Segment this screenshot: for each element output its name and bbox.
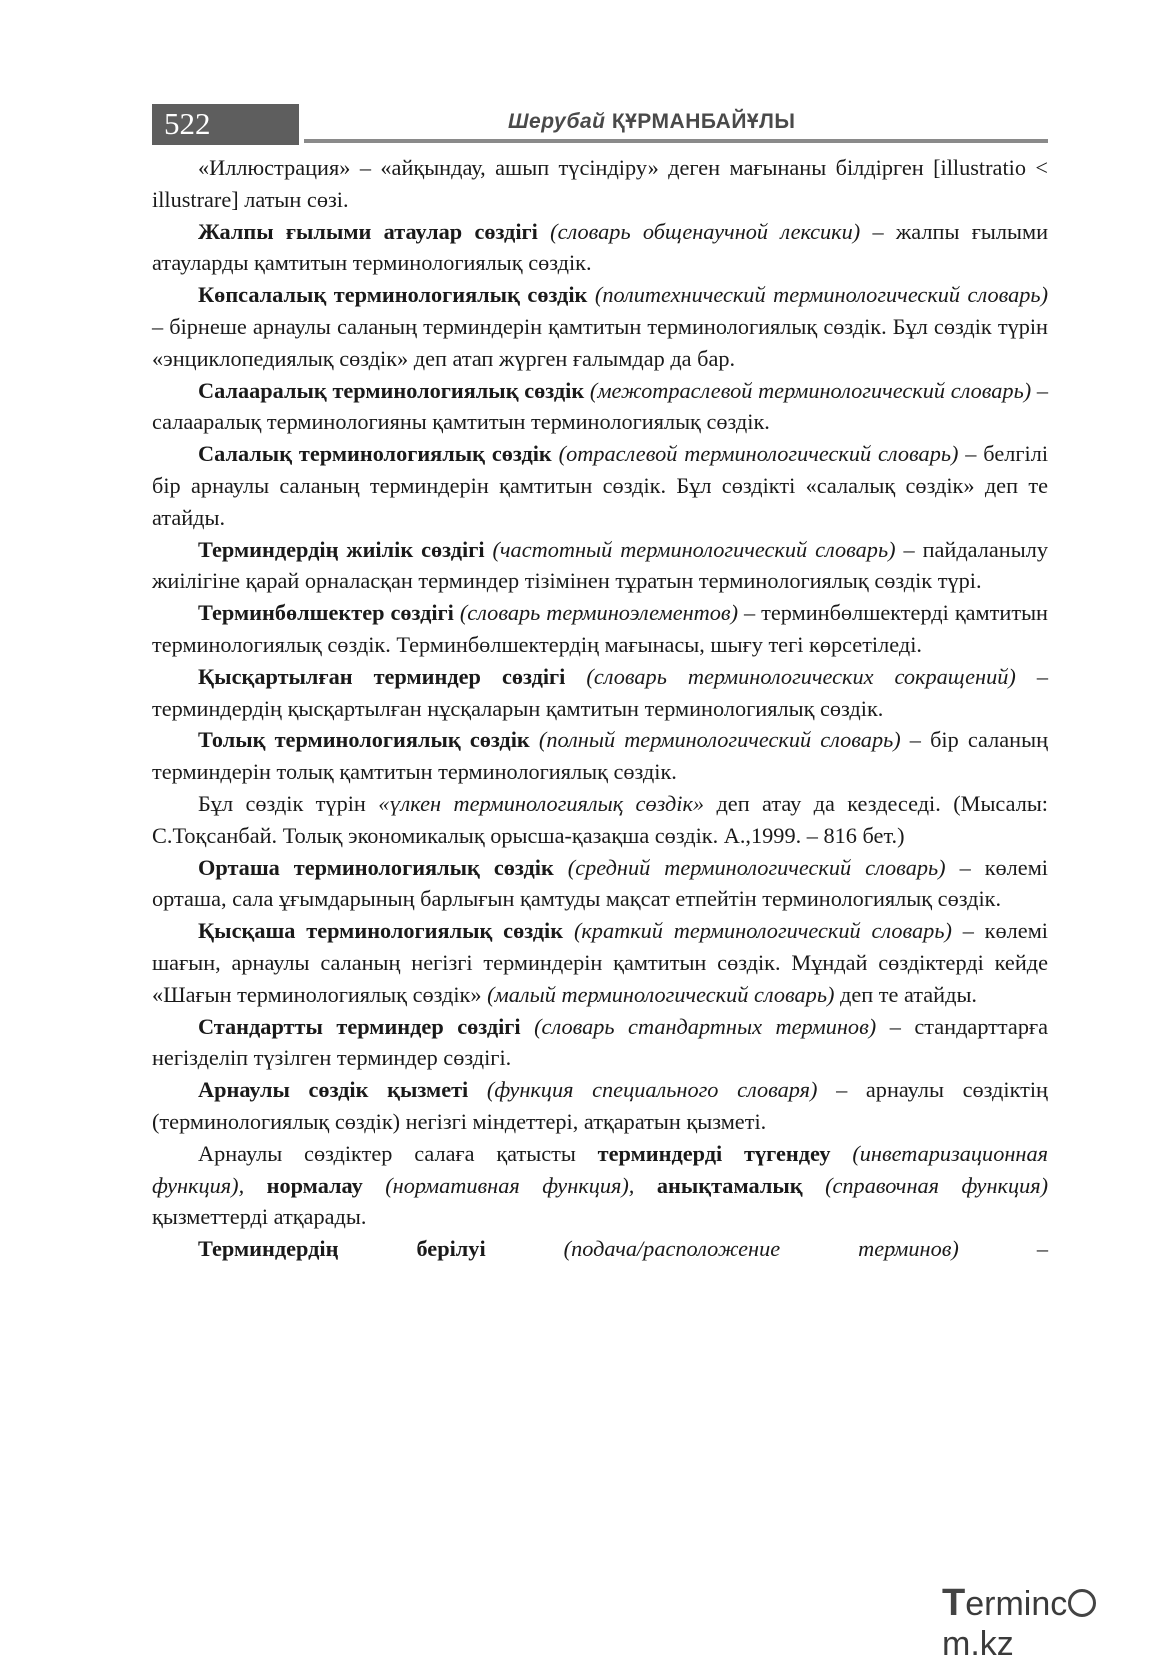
term-bold: анықтамалық [656,1172,803,1198]
body-run: – [958,1236,1048,1262]
body-run: – терминдердің қысқартылған нұсқаларын қамтитын терминологиялық сөздік. [152,663,1048,721]
term-bold: Қысқаша терминологиялық сөздік [198,918,564,944]
term-translation-italic: (частотный терминологический словарь) [492,536,896,562]
body-run: – салааралық терминологияны қамтитын терминологиялық сөздік. [152,377,1048,435]
paragraph [152,1074,1048,1138]
body-run: «Иллюстрация» – «айқындау, ашып түсіндіру» деген мағынаны білдірген [illustratio < illustrare] латын сөзі. [152,155,1048,212]
running-header [152,104,1048,146]
body-run: – стандарттарға негізделіп түзілген терминдер сөздігі. [152,1013,1049,1071]
term-translation-italic: (нормативная функция), [385,1172,635,1198]
body-run [563,918,574,943]
body-run: – терминбөлшектерді қамтитын терминологиялық сөздік. Терминбөлшектердің мағынасы, шығу тегі көрсетіледі. [152,600,1048,657]
body-run: – белгілі бір арнаулы саланың терминдерін қамтитын сөздік. Бұл сөздікті «салалық сөздік» деп те атайды. [152,441,1049,530]
header-rule [304,139,1048,143]
paragraph [152,724,1048,788]
term-translation-italic: (средний терминологический словарь) [567,854,946,880]
body-run: деп те атайды. [834,981,978,1007]
paragraph [152,915,1048,1010]
paragraph [152,597,1048,661]
term-bold: Орташа терминологиялық сөздік [198,854,554,880]
term-translation-italic: (словарь терминологических сокращений) [586,663,1016,689]
watermark-t: T [942,1582,966,1624]
body-run [468,1077,487,1102]
body-run [538,219,550,244]
body-run: Бұл сөздік түрін [198,790,379,816]
term-bold: Салалық терминологиялық сөздік [198,441,552,467]
body-run [530,727,539,752]
term-translation-italic: (полный терминологический словарь) [538,727,901,753]
term-bold: Арнаулы сөздік қызметі [198,1077,469,1103]
term-bold: Қысқартылған терминдер сөздігі [198,663,566,689]
body-run: – бір саланың терминдерін толық қамтитын терминологиялық сөздік. [152,727,1049,785]
body-run [244,1173,266,1198]
watermark-text-1: erminc [965,1585,1068,1623]
term-bold: терминдерді түгендеу [597,1140,831,1166]
term-translation-italic: (справочная функция) [825,1172,1049,1198]
page-number: 522 [164,106,211,141]
body-run [486,1236,564,1261]
paragraph [152,1011,1048,1075]
paragraph [152,152,1048,216]
body-run: – арнаулы сөздіктің (терминологиялық сөздік) негізгі міндеттері, атқаратын қызметі. [152,1077,1048,1134]
body-run: – көлемі орташа, сала ұғымдарының барлығын қамтуды мақсат етпейтін терминологиялық сөздік. [152,854,1049,912]
term-translation-italic: (межотраслевой терминологический словарь) [589,377,1032,403]
body-run: қызметтерді атқарады. [152,1204,367,1230]
term-bold: Көпсалалық терминологиялық сөздік [198,282,588,308]
termincom-watermark [942,1583,1158,1664]
term-translation-italic: (малый терминологический словарь) [487,981,835,1007]
term-bold: Терминдердің берілуі [198,1236,486,1262]
paragraph [152,534,1048,598]
paragraph [152,1138,1048,1233]
term-translation-italic: (подача/расположение терминов) [563,1236,959,1262]
paragraph [152,216,1048,280]
body-run [803,1173,825,1198]
term-translation-italic: (словарь терминоэлементов) [459,600,739,626]
term-translation-italic: (словарь общенаучной лексики) [550,218,861,244]
running-head-author [508,110,795,134]
body-run [587,282,595,307]
term-bold: Жалпы ғылыми атаулар сөздігі [198,218,538,244]
body-run [552,441,559,466]
term-translation-italic: (отраслевой терминологический словарь) [558,441,959,467]
author-first-name: Шерубай [508,110,606,133]
body-text [152,152,1048,1265]
paragraph [152,438,1048,533]
paragraph [152,852,1048,916]
body-run [554,855,568,880]
term-bold: Салааралық терминологиялық сөздік [198,377,585,403]
body-run [634,1173,656,1198]
term-bold: Толық терминологиялық сөздік [198,727,530,753]
term-translation-italic: (политехнический терминологический словарь) [594,282,1048,308]
term-bold: Стандартты терминдер сөздігі [198,1013,521,1039]
term-bold: Терминбөлшектер сөздігі [198,600,454,626]
term-translation-italic: (инветаризационная функция), [152,1140,1048,1198]
author-last-name: ҚҰРМАНБАЙҰЛЫ [611,110,796,133]
body-run [831,1141,853,1166]
term-translation-italic: (словарь стандартных терминов) [534,1013,877,1039]
body-run [521,1014,535,1039]
term-translation-italic: (функция специального словаря) [486,1077,818,1103]
term-translation-italic: (краткий терминологический словарь) [573,918,952,944]
paragraph [152,661,1048,725]
circle-o-icon [1068,1589,1096,1617]
body-run: – пайдаланылу жиілігіне қарай орналасқан терминдер тізімінен тұратын терминологиялық сөздік түрі. [152,536,1048,594]
term-translation-italic: «үлкен терминологиялық сөздік» [378,790,705,816]
body-run [565,664,586,689]
body-run: Арнаулы сөздіктер салаға қатысты [198,1140,598,1166]
body-run: деп атау да кездеседі. (Мысалы: С.Тоқсанбай. Толық экономикалық орысша-қазақша сөздік. А.,1999. – 816 бет.) [152,790,1048,848]
body-run: – көлемі шағын, арнаулы саланың негізгі терминдерін қамтитын сөздік. Мұндай сөздіктерді кейде «Шағын терминологиялық сөздік» [152,918,1048,1007]
paragraph [152,1233,1048,1265]
paragraph [152,375,1048,439]
body-run: – жалпы ғылыми атауларды қамтитын терминологиялық сөздік. [152,218,1049,276]
paragraph [152,279,1048,374]
body-run: – бірнеше арнаулы саланың терминдерін қамтитын терминологиялық сөздік. Бұл сөздік түрін «энциклопедиялық сөздік» деп атап жүрген ғалымдар да бар. [152,313,1048,371]
watermark-text-2: m.kz [942,1625,1014,1663]
page-number-box [152,104,299,145]
term-bold: Терминдердің жиілік сөздігі [198,536,485,562]
paragraph [152,788,1048,852]
term-bold: нормалау [266,1172,363,1198]
body-run [363,1173,385,1198]
